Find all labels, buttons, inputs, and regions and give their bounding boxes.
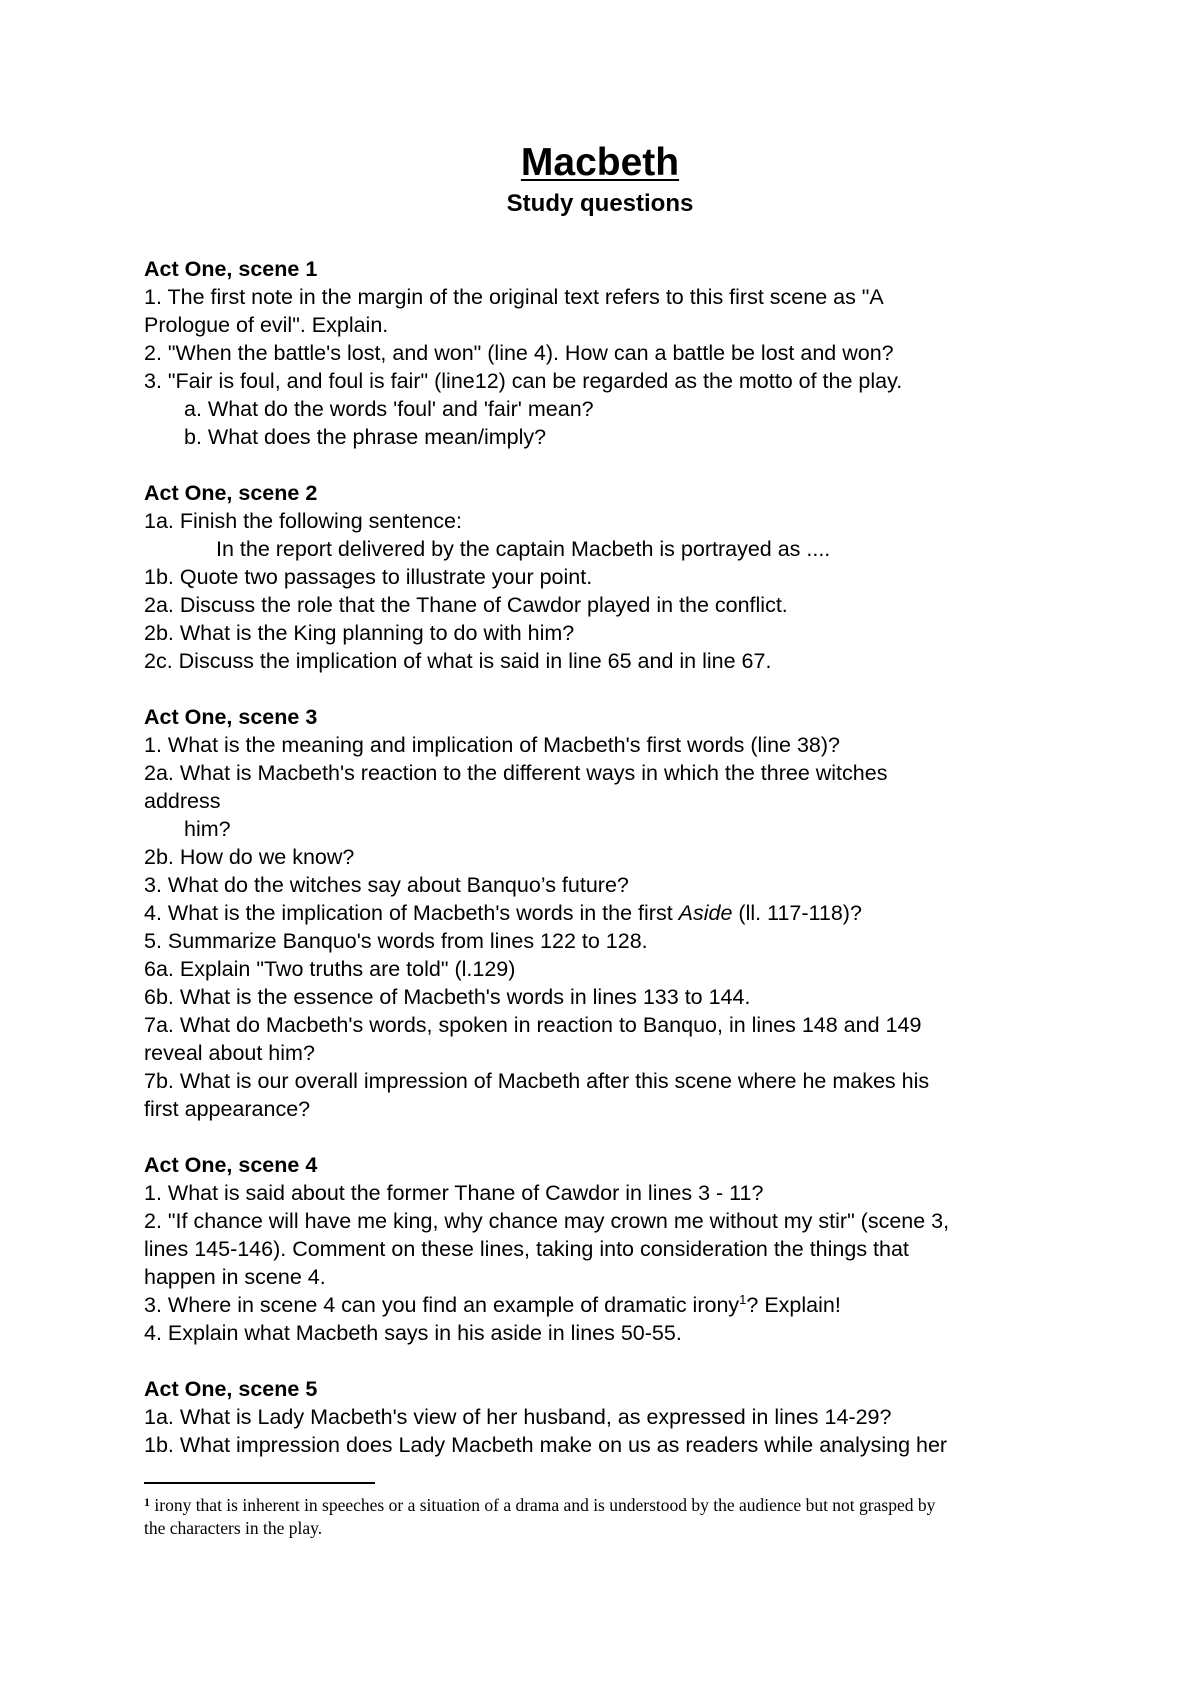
- question-line: 1a. What is Lady Macbeth's view of her husband, as expressed in lines 14-29?: [144, 1405, 892, 1429]
- question-line: 6a. Explain "Two truths are told" (l.129): [144, 957, 516, 981]
- question-line: 2. "When the battle's lost, and won" (line 4). How can a battle be lost and won?: [144, 341, 894, 365]
- question-line: 1b. Quote two passages to illustrate your point.: [144, 565, 593, 589]
- footnote-text: irony that is inherent in speeches or a situation of a drama and is understood by the audience but not grasped by: [150, 1495, 936, 1515]
- question-line: 7a. What do Macbeth's words, spoken in reaction to Banquo, in lines 148 and 149: [144, 1013, 922, 1037]
- question-line: 2a. Discuss the role that the Thane of Cawdor played in the conflict.: [144, 593, 788, 617]
- question-text: ? Explain!: [746, 1293, 841, 1317]
- footnote-line: [144, 1494, 1084, 1517]
- document-body: [144, 255, 1084, 1459]
- question-line: 7b. What is our overall impression of Macbeth after this scene where he makes his: [144, 1069, 930, 1093]
- question-line: 3. "Fair is foul, and foul is fair" (line12) can be regarded as the motto of the play.: [144, 369, 903, 393]
- question-line: 1. What is said about the former Thane of Cawdor in lines 3 - 11?: [144, 1181, 764, 1205]
- question-line: [144, 1291, 1084, 1319]
- question-line: b. What does the phrase mean/imply?: [184, 425, 547, 449]
- question-line: 1b. What impression does Lady Macbeth make on us as readers while analysing her: [144, 1433, 948, 1457]
- section-gap: [144, 1123, 1084, 1151]
- question-line: 2a. What is Macbeth's reaction to the different ways in which the three witches: [144, 761, 888, 785]
- question-line: a. What do the words 'foul' and 'fair' mean?: [184, 397, 594, 421]
- section-heading-scene-2: Act One, scene 2: [144, 481, 318, 505]
- question-line: [144, 899, 1084, 927]
- section-gap: [144, 675, 1084, 703]
- section-heading-scene-3: Act One, scene 3: [144, 705, 318, 729]
- footnote-line: the characters in the play.: [144, 1518, 323, 1538]
- question-line: 1a. Finish the following sentence:: [144, 509, 462, 533]
- section-gap: [144, 1347, 1084, 1375]
- question-line: 5. Summarize Banquo's words from lines 122 to 128.: [144, 929, 648, 953]
- section-heading-scene-4: Act One, scene 4: [144, 1153, 318, 1177]
- question-line: 2. "If chance will have me king, why chance may crown me without my stir" (scene 3,: [144, 1209, 950, 1233]
- question-line: 4. Explain what Macbeth says in his aside in lines 50-55.: [144, 1321, 682, 1345]
- question-line: lines 145-146). Comment on these lines, taking into consideration the things that: [144, 1237, 909, 1261]
- question-line: 6b. What is the essence of Macbeth's words in lines 133 to 144.: [144, 985, 751, 1009]
- document-subtitle: Study questions: [506, 190, 694, 217]
- question-line: In the report delivered by the captain Macbeth is portrayed as ....: [216, 537, 831, 561]
- aside-term: Aside: [678, 901, 733, 925]
- question-text: (ll. 117-118)?: [732, 901, 862, 925]
- section-heading-scene-1: Act One, scene 1: [144, 257, 318, 281]
- question-line: 3. What do the witches say about Banquo’s future?: [144, 873, 629, 897]
- question-line: Prologue of evil". Explain.: [144, 313, 389, 337]
- footnote-reference[interactable]: 1: [739, 1292, 747, 1307]
- question-line: 2b. How do we know?: [144, 845, 355, 869]
- question-line: 2c. Discuss the implication of what is said in line 65 and in line 67.: [144, 649, 772, 673]
- question-line: 1. The first note in the margin of the original text refers to this first scene as "A: [144, 285, 884, 309]
- footnote: [144, 1494, 1084, 1540]
- document-title: Macbeth: [520, 141, 680, 184]
- question-line: address: [144, 789, 221, 813]
- question-line: reveal about him?: [144, 1041, 315, 1065]
- section-heading-scene-5: Act One, scene 5: [144, 1377, 318, 1401]
- question-line: first appearance?: [144, 1097, 311, 1121]
- section-gap: [144, 451, 1084, 479]
- question-text: 3. Where in scene 4 can you find an example of dramatic irony: [144, 1293, 740, 1317]
- question-line: him?: [184, 817, 231, 841]
- question-text: 4. What is the implication of Macbeth's words in the first: [144, 901, 679, 925]
- footnote-marker: 1: [144, 1495, 150, 1509]
- question-line: happen in scene 4.: [144, 1265, 326, 1289]
- question-line: 1. What is the meaning and implication of Macbeth's first words (line 38)?: [144, 733, 841, 757]
- footnote-separator: [144, 1482, 375, 1484]
- question-line: 2b. What is the King planning to do with him?: [144, 621, 575, 645]
